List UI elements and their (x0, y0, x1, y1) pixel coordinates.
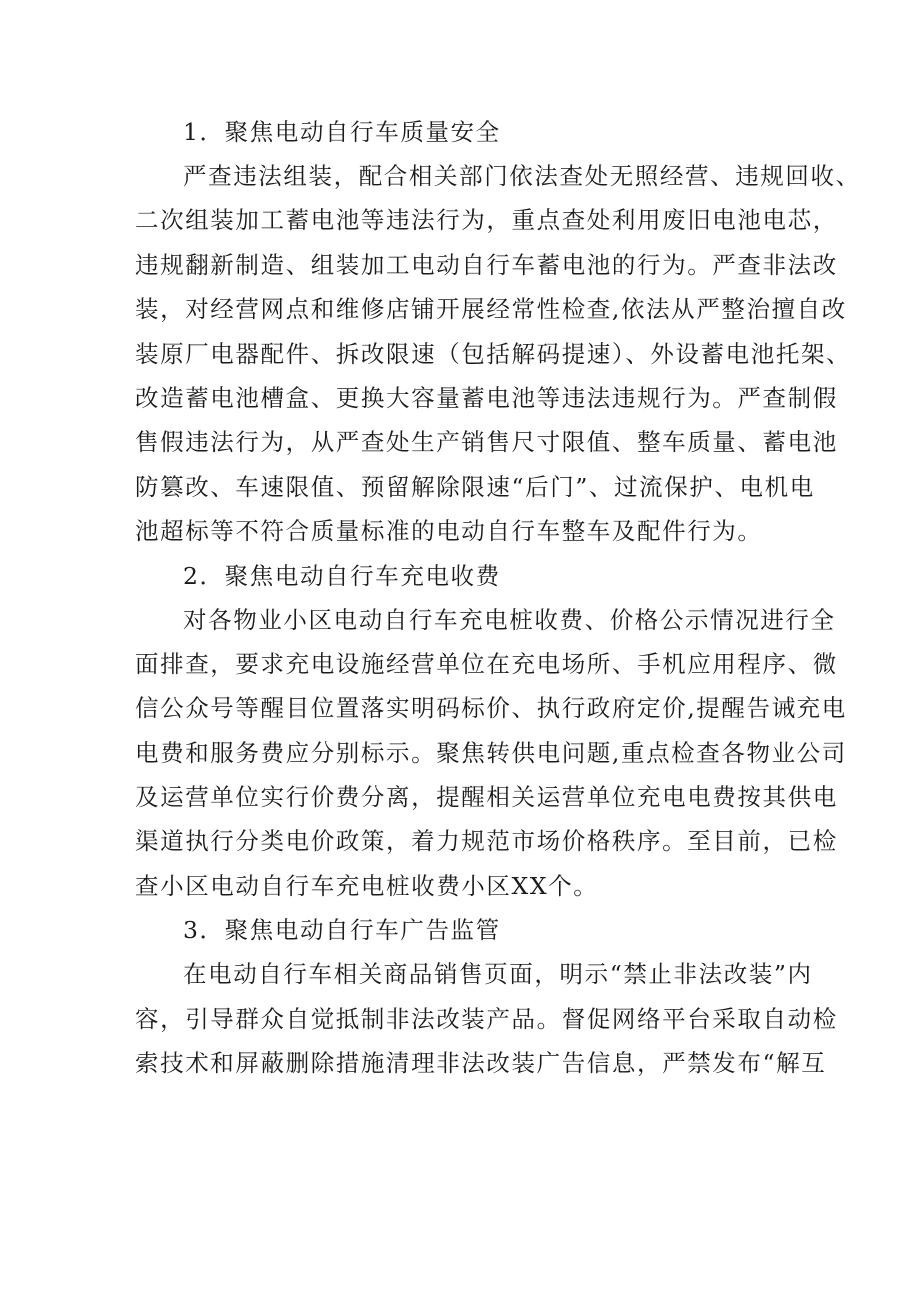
section-1-paragraph (135, 154, 861, 554)
section-2-paragraph (135, 598, 847, 909)
section-3-heading: 3．聚焦电动自行车广告监管 (183, 916, 501, 945)
paragraph-line: 装原厂电器配件、拆改限速（包括解码提速）、外设蓄电池托架、 (135, 339, 852, 368)
paragraph-line: 在电动自行车相关商品销售页面，明示“禁止非法改装”内 (183, 960, 813, 989)
paragraph-line: 改造蓄电池槽盒、更换大容量蓄电池等违法违规行为。严查制假 (135, 383, 838, 412)
paragraph-line: 售假违法行为，从严查处生产销售尺寸限值、整车质量、蓄电池 (135, 428, 838, 457)
paragraph-line: 查小区电动自行车充电桩收费小区XX个。 (135, 871, 599, 900)
paragraph-line: 索技术和屏蔽删除措施清理非法改装广告信息，严禁发布“解互 (135, 1049, 827, 1078)
section-1-heading: 1．聚焦电动自行车质量安全 (183, 118, 501, 146)
paragraph-line: 池超标等不符合质量标准的电动自行车整车及配件行为。 (135, 517, 763, 546)
paragraph-line: 装，对经营网点和维修店铺开展经常性检查,依法从严整治擅自改 (135, 295, 847, 324)
paragraph-line: 二次组装加工蓄电池等违法行为，重点查处利用废旧电池电芯， (135, 206, 838, 235)
paragraph-line: 渠道执行分类电价政策，着力规范市场价格秩序。至目前，已检 (135, 827, 838, 856)
paragraph-line: 容，引导群众自觉抵制非法改装产品。督促网络平台采取自动检 (135, 1004, 838, 1033)
document-body (135, 110, 861, 1085)
section-3-paragraph (135, 952, 838, 1085)
paragraph-line: 对各物业小区电动自行车充电桩收费、价格公示情况进行全 (183, 605, 836, 634)
paragraph-line: 电费和服务费应分别标示。聚焦转供电问题,重点检查各物业公司 (135, 738, 847, 767)
paragraph-line: 及运营单位实行价费分离，提醒相关运营单位充电电费按其供电 (135, 783, 838, 812)
paragraph-line: 违规翻新制造、组装加工电动自行车蓄电池的行为。严查非法改 (135, 250, 838, 279)
paragraph-line: 面排查，要求充电设施经营单位在充电场所、手机应用程序、微 (135, 649, 838, 678)
paragraph-line: 防篡改、车速限值、预留解除限速“后门”、过流保护、电机电 (135, 472, 815, 501)
paragraph-line: 严查违法组装，配合相关部门依法查处无照经营、违规回收、 (183, 162, 861, 190)
paragraph-line: 信公众号等醒目位置落实明码标价、执行政府定价,提醒告诫充电 (135, 694, 847, 723)
section-2-heading: 2．聚焦电动自行车充电收费 (183, 561, 501, 590)
